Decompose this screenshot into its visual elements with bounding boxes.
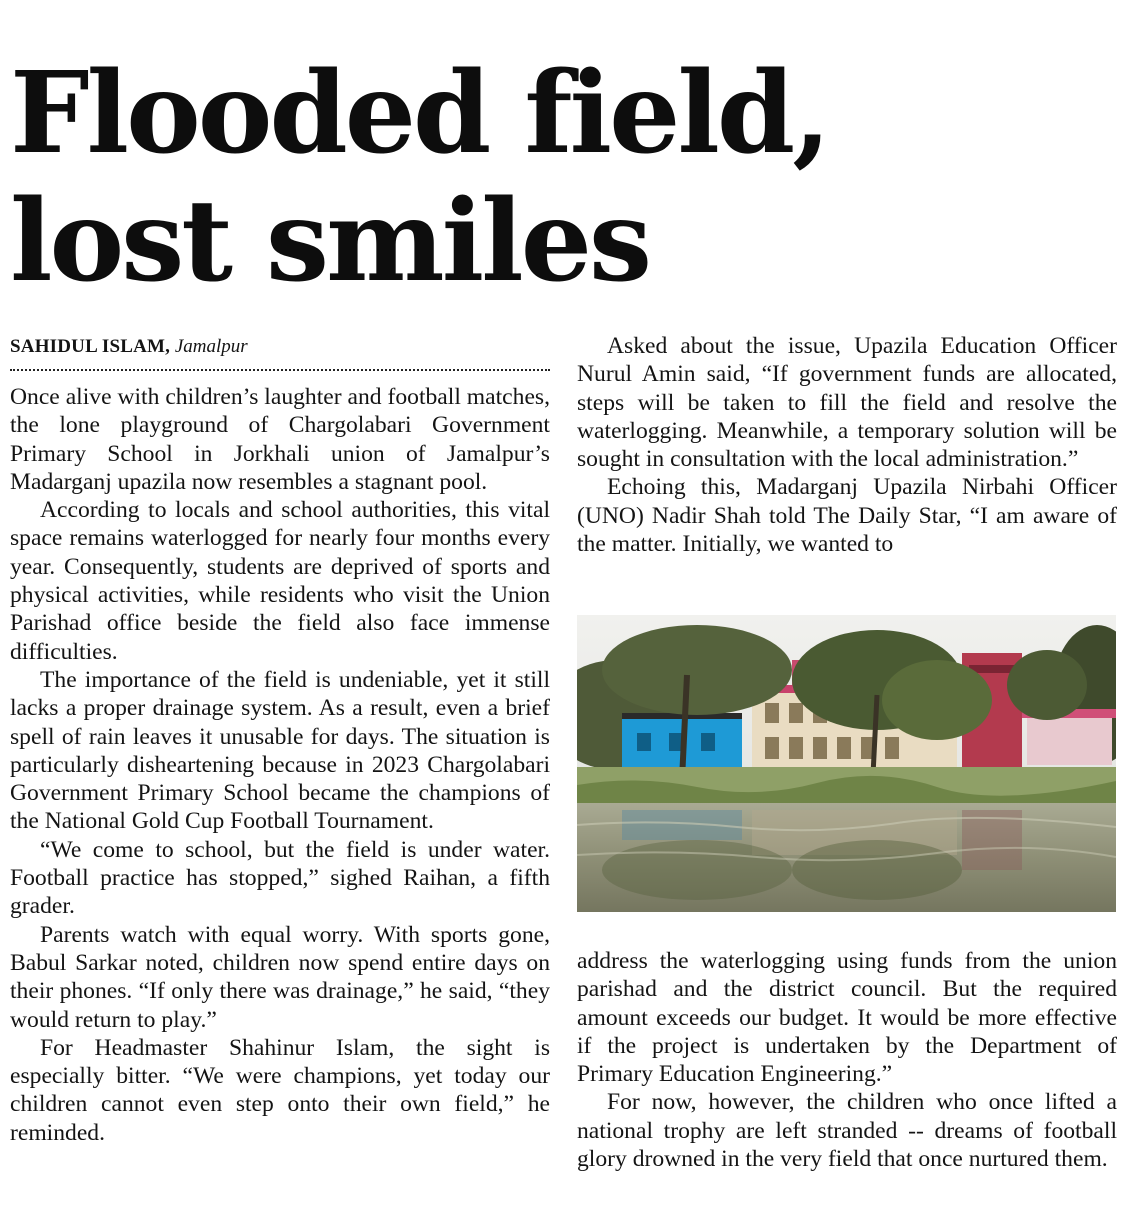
- article-paragraph: For now, however, the children who once lifted a national trophy are left stranded -- dreams of football glory drowned in the very field that once nurtured them.: [577, 1089, 1117, 1173]
- article-paragraph: Once alive with children’s laughter and football matches, the lone playground of Chargolabari Government Primary School in Jorkhali union of Jamalpur’s Madarganj upazila now resembles a stagnant pool.: [10, 384, 550, 495]
- headline: [10, 50, 1110, 306]
- article-column-1: [10, 383, 550, 1147]
- headline-line-1: Flooded field,: [10, 48, 829, 179]
- article-paragraph: Asked about the issue, Upazila Education Officer Nurul Amin said, “If government funds are allocated, steps will be taken to fill the field and resolve the waterlogging. Meanwhile, a temporary solution will be sought in consultation with the local administration.”: [577, 333, 1117, 473]
- article-paragraph: address the waterlogging using funds from the union parishad and the district council. But the required amount exceeds our budget. It would be more effective if the project is undertaken by the Department of Primary Education Engineering.”: [577, 948, 1117, 1088]
- article-paragraph: For Headmaster Shahinur Islam, the sight is especially bitter. “We were champions, yet today our children cannot even step onto their own field,” he reminded.: [10, 1034, 550, 1146]
- article-paragraph: “We come to school, but the field is under water. Football practice has stopped,” sighed Raihan, a fifth grader.: [10, 836, 550, 920]
- byline: [10, 336, 550, 358]
- article-paragraph: According to locals and school authorities, this vital space remains waterlogged for nearly four months every year. Consequently, students are deprived of sports and physical activities, while residents who visit the Union Parishad office beside the field also face immense difficulties.: [10, 497, 550, 665]
- article-paragraph: Echoing this, Madarganj Upazila Nirbahi Officer (UNO) Nadir Shah told The Daily Star, “I am aware of the matter. Initially, we wanted to: [577, 474, 1117, 558]
- article-photo-flooded-school-field: [577, 615, 1116, 912]
- article-column-2-top: [577, 332, 1117, 558]
- headline-line-2: lost smiles: [10, 176, 649, 307]
- article-paragraph: Parents watch with equal worry. With sports gone, Babul Sarkar noted, children now spend entire days on their phones. “If only there was drainage,” he said, “they would return to play.”: [10, 921, 550, 1033]
- article-column-2-bottom: [577, 947, 1117, 1173]
- byline-divider: [10, 369, 550, 371]
- byline-location: Jamalpur: [174, 336, 248, 357]
- byline-author: SAHIDUL ISLAM,: [10, 336, 171, 357]
- article-paragraph: The importance of the field is undeniable, yet it still lacks a proper drainage system. As a result, even a brief spell of rain leaves it unusable for days. The situation is particularly disheartening because in 2023 Chargolabari Government Primary School became the champions of the National Gold Cup Football Tournament.: [10, 666, 550, 835]
